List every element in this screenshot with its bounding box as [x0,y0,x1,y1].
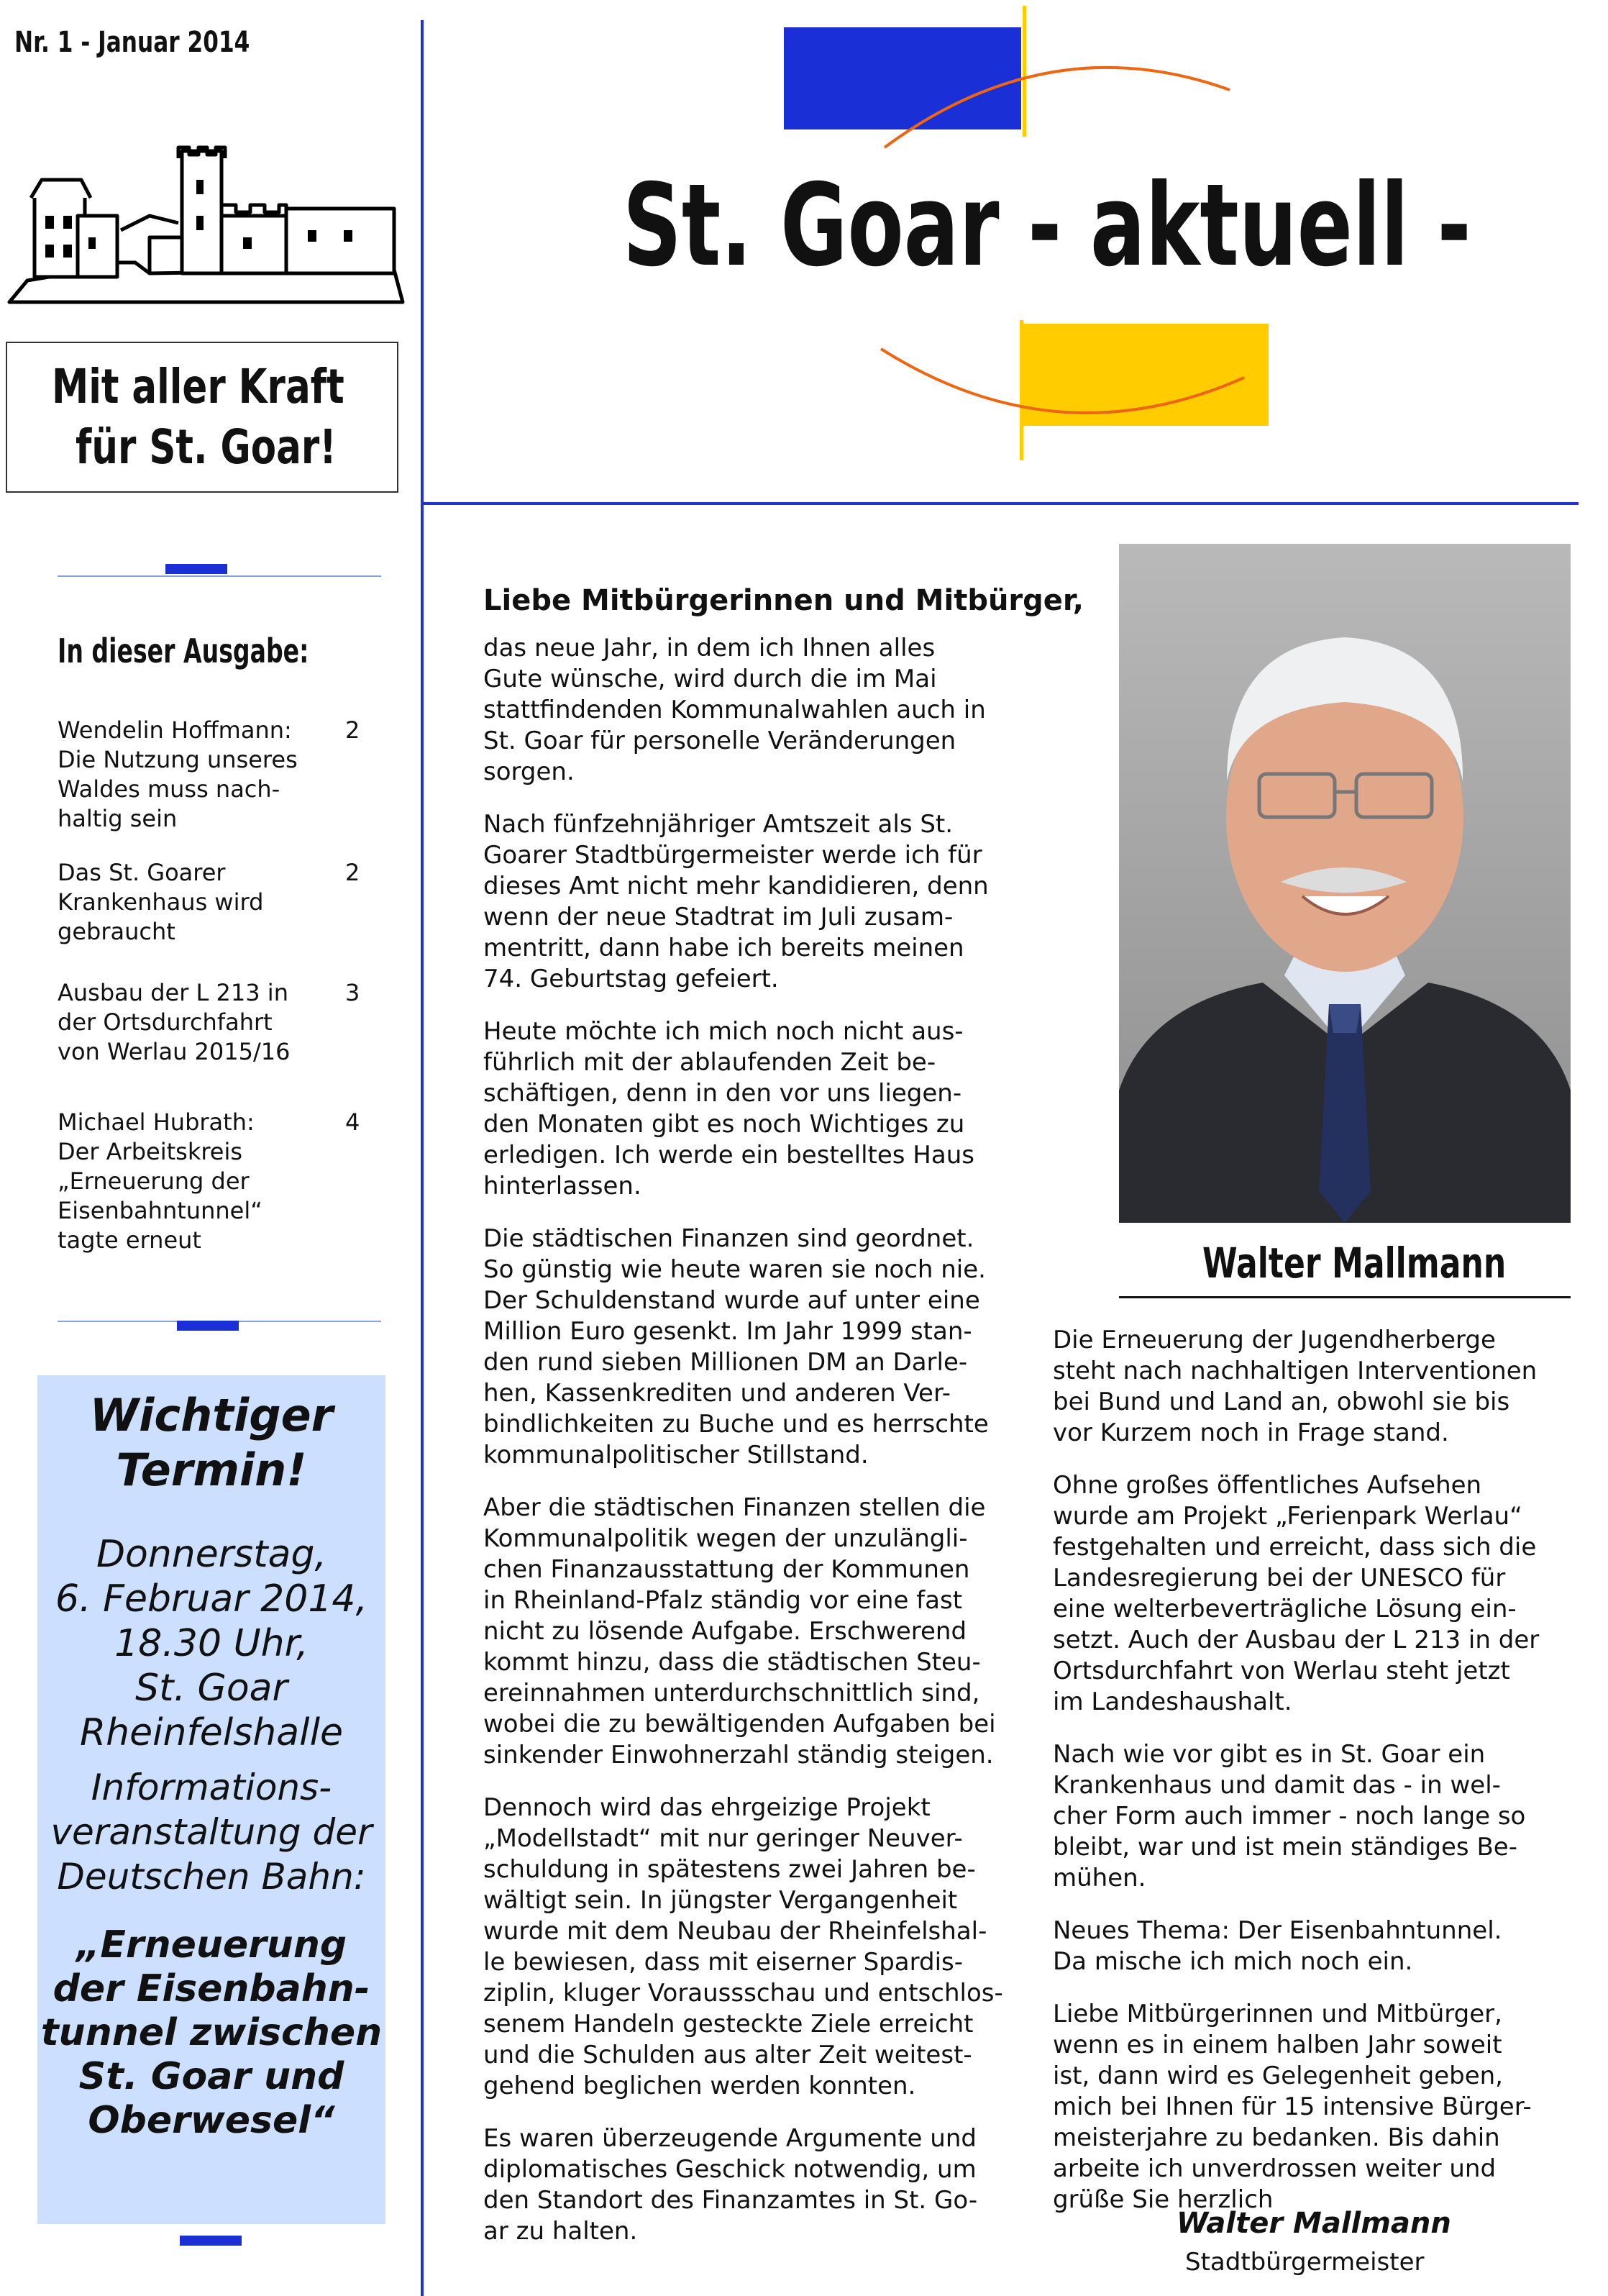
slogan-line-2: für St. Goar! [76,419,337,475]
toc-item[interactable]: Wendelin Hoffmann: Die Nutzung unseres Waldes muss nach- haltig sein [58,716,298,832]
issue-label: Nr. 1 - Januar 2014 [14,26,250,59]
toc-page-number: 4 [345,1108,360,1136]
toc-top-line [58,575,381,577]
event-heading: Wichtiger Termin! [89,1389,334,1496]
orange-arc-top [877,54,1237,155]
toc-page-number: 2 [345,859,360,886]
toc-item[interactable]: Ausbau der L 213 in der Ortsdurchfahrt von Werlau 2015/16 [58,979,291,1065]
letter-column-1: das neue Jahr, in dem ich Ihnen alles Gute wünsche, wird durch die im Mai stattfindenden Kommunalwahlen auch in St. Goar für personelle Veränderungen sorgen. Nach fünfzehnjähriger Amtszeit als St. Goarer Stadtbürgermeister werde ich für dieses Amt nicht mehr kandidieren, denn wenn der neue Stadtrat im Juli zusam- mentritt, dann habe ich bereits meinen 74. Geburtstag gefeiert. Heute möchte ich mich noch nicht aus- führlich mit der ablaufenden Zeit be- schäftigen, denn in den vor uns liegen- den Monaten gibt es noch Wichtiges zu erledigen. Ich werde ein bestelltes Haus hinterlassen. Die städtischen Finanzen sind geordnet. So günstig wie heute waren sie noch nie. Der Schuldenstand wurde auf unter eine Million Euro gesenkt. Im Jahr 1999 stan- den rund sieben Millionen DM an Darle- hen, Kassenkrediten und anderen Ver- bindlichkeiten zu Buche und es herrschte kommunalpolitischer Stillstand. Aber die städtischen Finanzen stellen die Kommunalpolitik wegen der unzulängli- chen Finanzausstattung der Kommunen in Rheinland-Pfalz ständig vor eine fast nicht zu lösende Aufgabe. Erschwerend kommt hinzu, dass die städtischen Steu- ereinnahmen unterdurchschnittlich sind, wobei die zu bewältigenden Aufgaben bei sinkender Einwohnerzahl ständig steigen. Dennoch wird das ehrgeizige Projekt „Modellstadt“ mit nur geringer Neuver- schuldung in spätestens zwei Jahren be- wältigt sein. In jüngster Vergangenheit wurde mit dem Neubau der Rheinfelshal- le bewiesen, dass mit eiserner Spardis- ziplin, kluger Voraussschau und entschlos- senem Handeln gesteckte Ziele erreicht und die Schulden aus alter Zeit weitest- gehend beglichen werden konnten. Es waren überzeugende Argumente und diplomatisches Geschick notwendig, um den Standort des Finanzamtes in St. Go- ar zu halten. [483,634,1003,2246]
toc-top-marker [165,564,227,574]
slogan-box [6,342,398,493]
toc-item[interactable]: Michael Hubrath: Der Arbeitskreis „Erneuerung der Eisenbahntunnel“ tagte erneut [58,1108,262,1254]
photo-caption: Walter Mallmann [1202,1239,1507,1288]
event-bottom-marker [180,2236,242,2246]
caption-underline [1119,1296,1571,1298]
newsletter-title: St. Goar - aktuell - [623,160,1471,292]
left-column-divider [421,20,424,2296]
letter-salutation: Liebe Mitbürgerinnen und Mitbürger, [483,584,1084,617]
event-description: Informations- veranstaltung der Deutschen Bahn: [50,1767,373,1898]
toc-item[interactable]: Das St. Goarer Krankenhaus wird gebraucht [58,859,264,945]
letter-column-2: Die Erneuerung der Jugendherberge steht nach nachhaltigen Interventionen bei Bund und Land an, obwohl sie bis vor Kurzem noch in Frage stand. Ohne großes öffentliches Aufsehen wurde am Projekt „Ferienpark Werlau“ festgehalten und erreicht, dass sich die Landesregierung bei der UNESCO für eine welterbeverträgliche Lösung ein- setzt. Auch der Ausbau der L 213 in der Ortsdurchfahrt von Werlau steht jetzt im Landeshaushalt. Nach wie vor gibt es in St. Goar ein Krankenhaus und damit das - in wel- cher Form auch immer - noch lange so bleibt, war und ist mein ständiges Be- mühen. Neues Thema: Der Eisenbahntunnel. Da mische ich mich noch ein. Liebe Mitbürgerinnen und Mitbürger, wenn es in einem halben Jahr soweit ist, dann wird es Gelegenheit geben, mich bei Ihnen für 15 intensive Bürger- meisterjahre zu bedanken. Bis dahin arbeite ich unverdrossen weiter und grüße Sie herzlich [1053,1326,1540,2214]
portrait-photo [1119,544,1571,1223]
castle-logo [6,137,408,309]
event-details: Donnerstag, 6. Februar 2014, 18.30 Uhr, St. Goar Rheinfelshalle [55,1533,368,1754]
toc-bottom-marker [177,1321,239,1331]
orange-arc-bottom [877,338,1251,417]
event-topic: „Erneuerung der Eisenbahn- tunnel zwischen St. Goar und Oberwesel“ [40,1923,383,2142]
toc-page-number: 2 [345,716,360,744]
toc-page-number: 3 [345,979,360,1006]
slogan-line-1: Mit aller Kraft [52,359,344,414]
signature-role: Stadtbürgermeister [1185,2248,1425,2277]
signature-name: Walter Mallmann [1177,2207,1451,2240]
header-divider [421,502,1579,505]
event-box [37,1375,385,2224]
toc-heading: In dieser Ausgabe: [58,632,309,670]
